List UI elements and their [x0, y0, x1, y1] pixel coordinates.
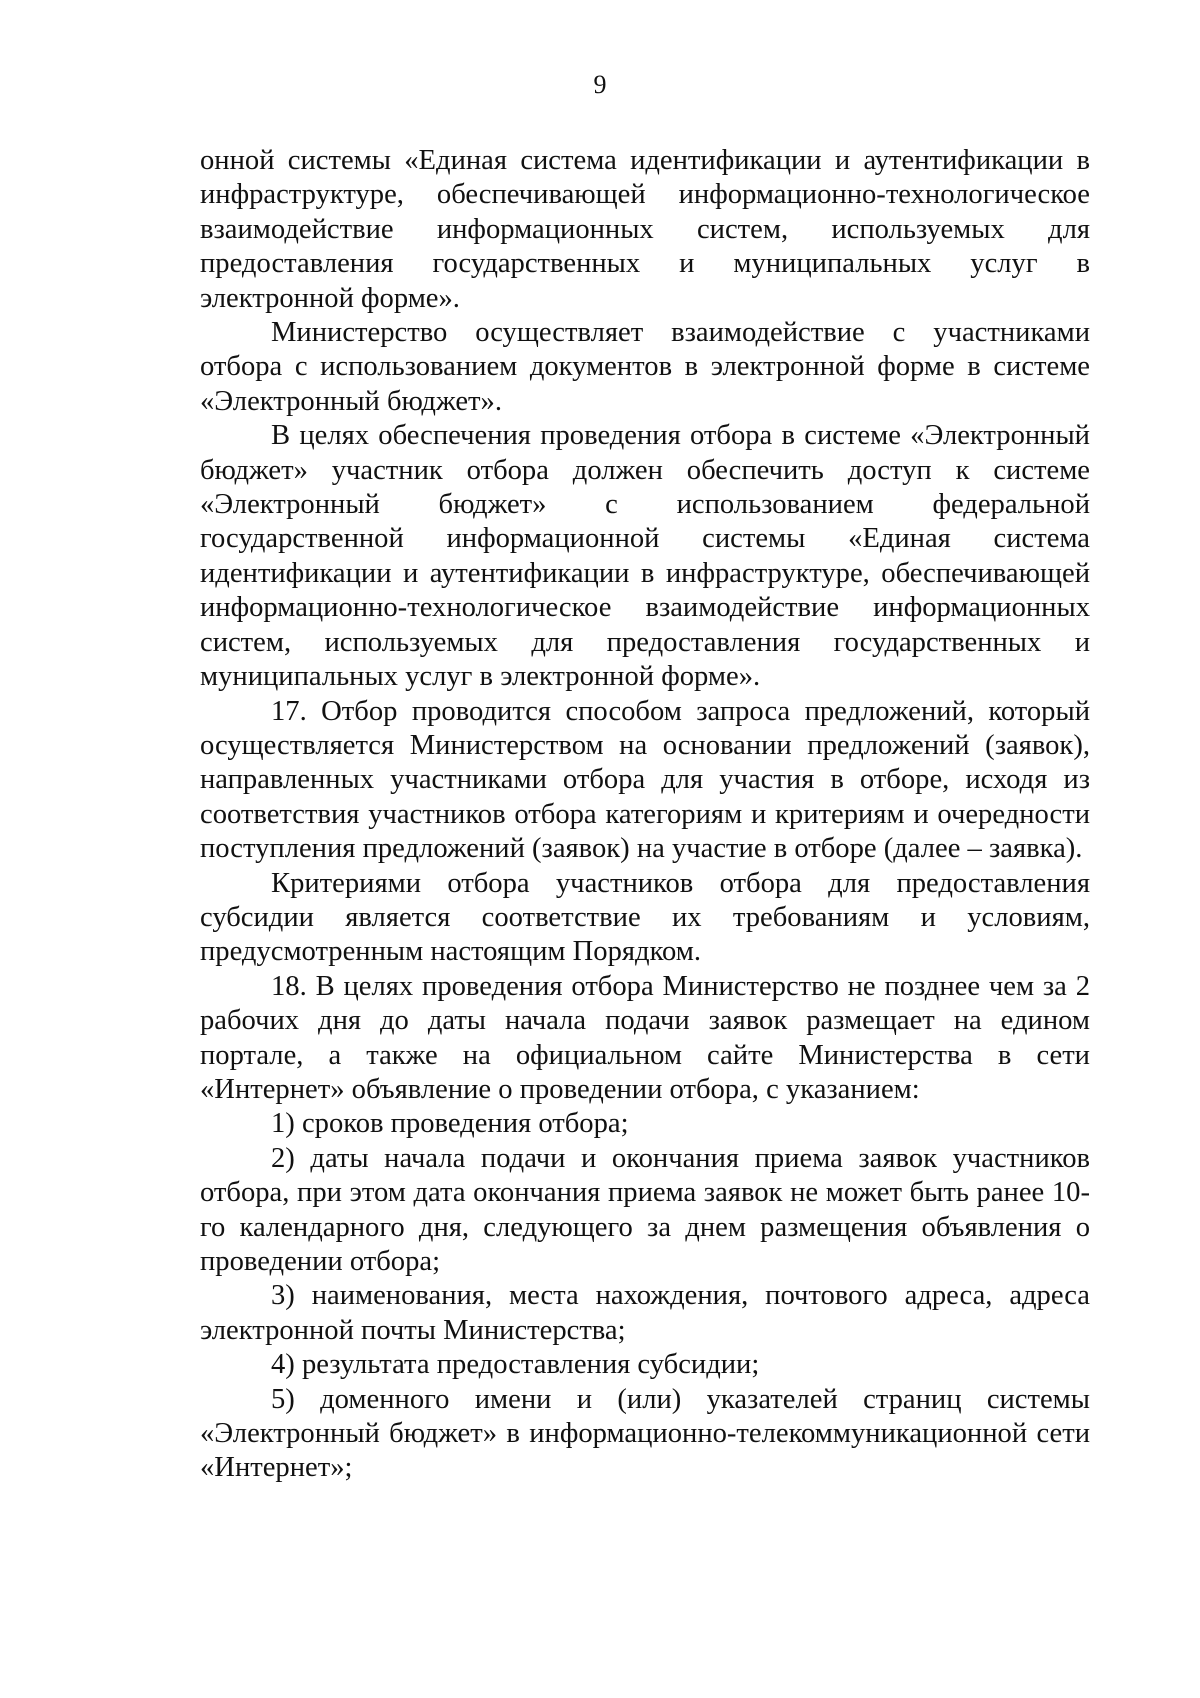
list-item: 3) наименования, места нахождения, почтового адреса, адреса электронной почты Министерства;	[200, 1280, 1090, 1346]
list-item: 4) результата предоставления субсидии;	[271, 1349, 760, 1381]
page-number: 9	[593, 70, 607, 99]
list-item: 1) сроков проведения отбора;	[271, 1108, 629, 1140]
list-item: 5) доменного имени и (или) указателей страниц системы «Электронный бюджет» в информационно-телекоммуникационной сети «Интернет»;	[200, 1383, 1090, 1484]
paragraph: Министерство осуществляет взаимодействие с участниками отбора с использованием документов в электронной форме в системе «Электронный бюджет».	[200, 317, 1090, 417]
document-body	[200, 144, 1090, 1486]
paragraph: В целях обеспечения проведения отбора в системе «Электронный бюджет» участник отбора должен обеспечить доступ к системе «Электронный бюджет» с использованием федеральной государственной информационной системы «Единая система идентификации и аутентификации в инфраструктуре, обеспечивающей информационно-технологическое взаимодействие информационных систем, используемых для предоставления государственных и муниципальных услуг в электронной форме».	[200, 420, 1090, 693]
list-item: 2) даты начала подачи и окончания приема заявок участников отбора, при этом дата окончания приема заявок не может быть ранее 10-го календарного дня, следующего за днем размещения объявления о проведении отбора;	[200, 1142, 1090, 1277]
paragraph: онной системы «Единая система идентификации и аутентификации в инфраструктуре, обеспечивающей информационно-технологическое взаимодействие информационных систем, используемых для предоставления государственных и муниципальных услуг в электронной форме».	[200, 145, 1090, 314]
paragraph: 18. В целях проведения отбора Министерство не позднее чем за 2 рабочих дня до даты начала подачи заявок размещает на едином портале, а также на официальном сайте Министерства в сети «Интернет» объявление о проведении отбора, с указанием:	[200, 970, 1090, 1105]
paragraph: 17. Отбор проводится способом запроса предложений, который осуществляется Министерством на основании предложений (заявок), направленных участниками отбора для участия в отборе, исходя из соответствия участников отбора категориям и критериям и очередности поступления предложений (заявок) на участие в отборе (далее – заявка).	[200, 695, 1090, 865]
paragraph: Критериями отбора участников отбора для предоставления субсидии является соответствие их требованиям и условиям, предусмотренным настоящим Порядком.	[200, 867, 1090, 968]
